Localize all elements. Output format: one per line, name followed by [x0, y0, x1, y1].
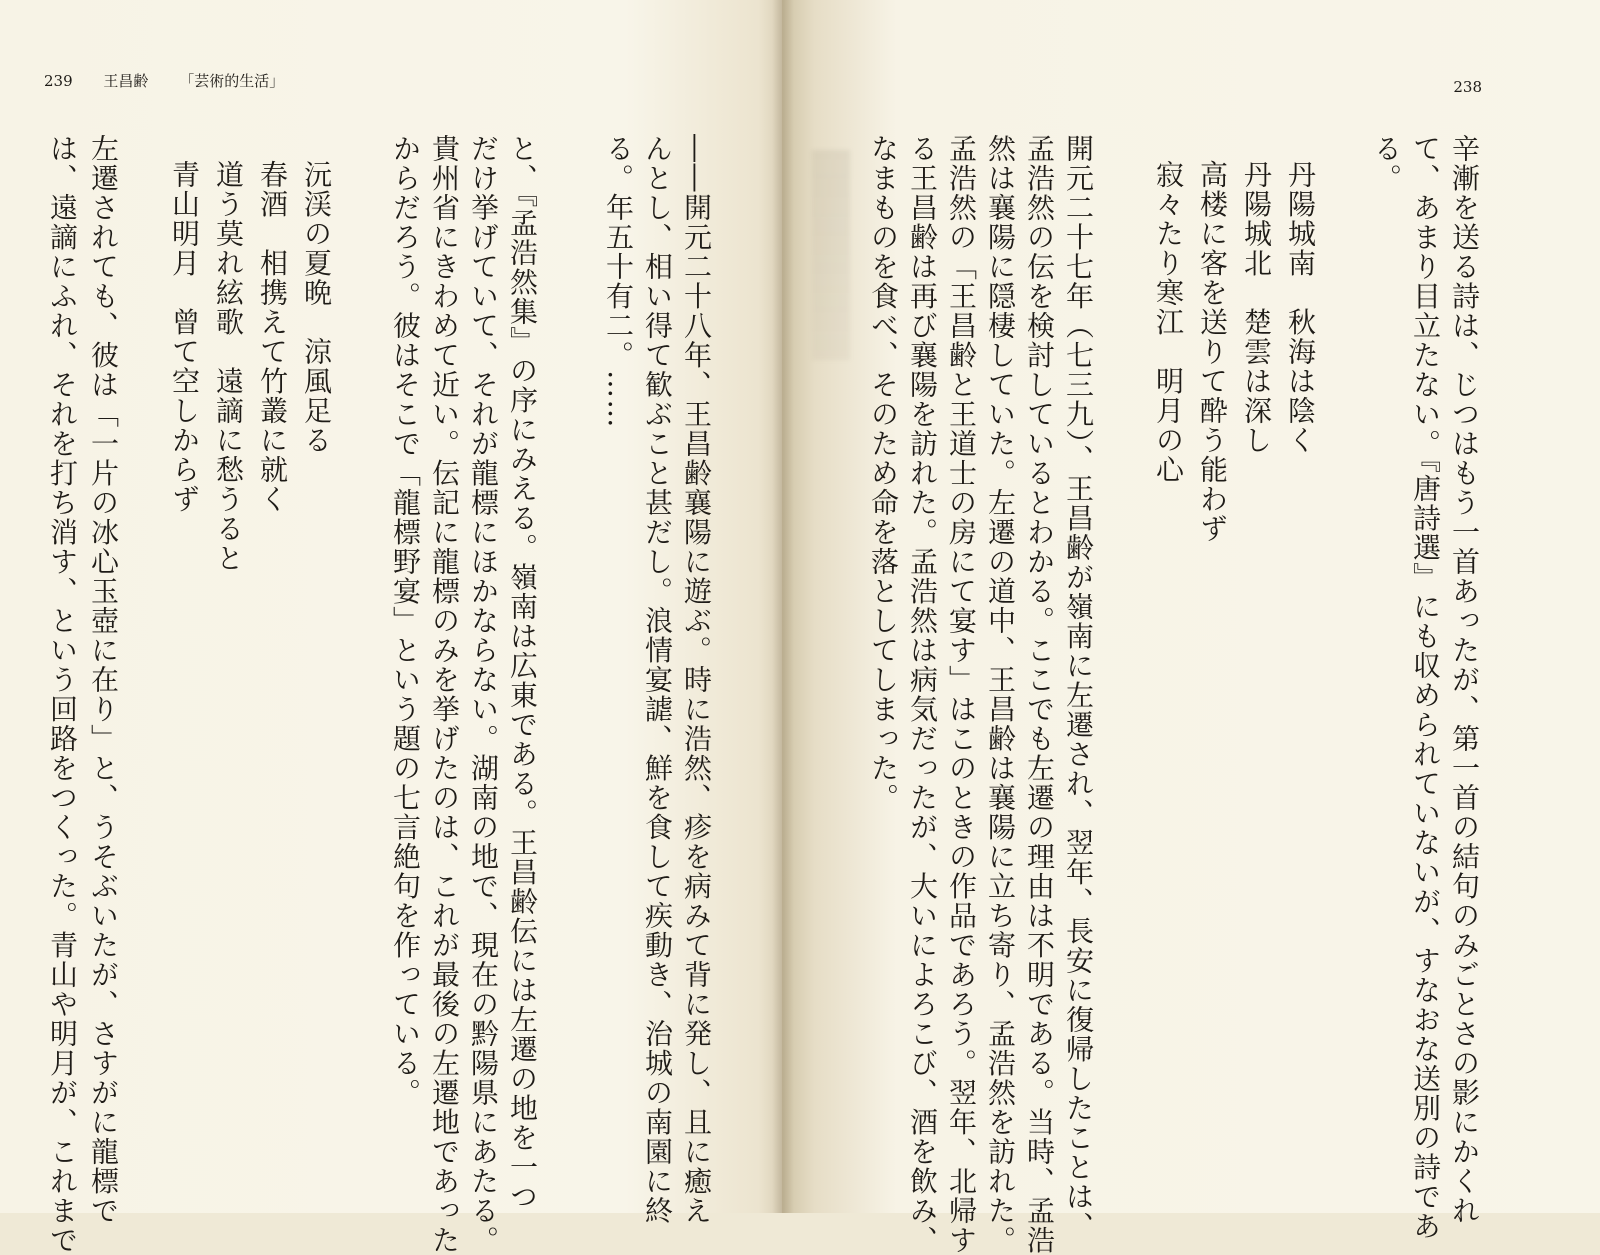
poem-line: 沅渓の夏晩 涼風足る — [300, 160, 333, 455]
text-column: なまものを食べ、そのため命を落としてしまった。 — [867, 134, 900, 813]
text-column: と、『孟浩然集』の序にみえる。嶺南は広東である。王昌齢伝には左遷の地を一つ — [506, 134, 539, 1212]
right-page — [782, 0, 1600, 1255]
text-column: 貴州省にきわめて近い。伝記に龍標のみを挙げたのは、これが最後の左遷地であった — [428, 134, 461, 1255]
text-column: 開元二十七年（七三九）、王昌齢が嶺南に左遷され、翌年、長安に復帰したことは、 — [1062, 134, 1095, 1241]
page-number-left: 239 — [44, 72, 73, 90]
poem-line: 春酒 相携えて竹叢に就く — [256, 160, 289, 514]
poem-line: 丹陽城南 秋海は陰く — [1284, 160, 1317, 455]
text-column: る。 — [1370, 134, 1403, 193]
text-column: んとし、相い得て歓ぶこと甚だし。浪情宴謔、鮮を食して疾動き、治城の南園に終 — [641, 134, 674, 1226]
poem-line: 寂々たり寒江 明月の心 — [1152, 160, 1185, 485]
poem-line: 高楼に客を送りて酔う能わず — [1196, 160, 1229, 544]
book-gutter — [772, 0, 794, 1213]
text-column: からだろう。彼はそこで「龍標野宴」という題の七言絶句を作っている。 — [389, 134, 422, 1108]
running-head-title: 「芸術的生活」 — [179, 72, 285, 90]
text-column: は、遠謫にふれ、それを打ち消す、という回路をつくった。青山や明月が、これまで — [46, 134, 79, 1255]
text-column: 左遷されても、彼は「一片の冰心玉壺に在り」と、うそぶいたが、さすがに龍標で — [87, 134, 120, 1226]
text-column: る王昌齢は再び襄陽を訪れた。孟浩然は病気だったが、大いによろこび、酒を飲み、 — [906, 134, 939, 1255]
show-through-shadow — [812, 150, 850, 360]
text-column: だけ挙げていて、それが龍標にほかならない。湖南の地で、現在の黔陽県にあたる。 — [467, 134, 500, 1255]
left-page — [0, 0, 782, 1255]
text-column: 孟浩然の伝を検討しているとわかる。ここでも左遷の理由は不明である。当時、孟浩 — [1023, 134, 1056, 1255]
text-column: 孟浩然の「王昌齢と王道士の房にて宴す」はこのときの作品であろう。翌年、北帰す — [945, 134, 978, 1255]
running-head — [44, 70, 310, 91]
text-column: て、あまり目立たない。『唐詩選』にも収められていないが、すなおな送別の詩であ — [1409, 134, 1442, 1241]
page-number-right: 238 — [1453, 78, 1482, 96]
running-head-author: 王昌齢 — [103, 72, 149, 90]
text-column: 然は襄陽に隠棲していた。左遷の道中、王昌齢は襄陽に立ち寄り、孟浩然を訪れた。 — [984, 134, 1017, 1255]
poem-line: 青山明月 曾て空しからず — [168, 160, 201, 514]
text-column: ――開元二十八年、王昌齢襄陽に遊ぶ。時に浩然、疹を病みて背に発し、且に癒え — [680, 134, 713, 1226]
poem-line: 丹陽城北 楚雲は深し — [1240, 160, 1273, 455]
poem-line: 道う莫れ絃歌 遠謫に愁うると — [212, 160, 245, 573]
text-column: 辛漸を送る詩は、じつはもう一首あったが、第一首の結句のみごとさの影にかくれ — [1448, 134, 1481, 1226]
text-column: る。年五十有二。…… — [602, 134, 635, 429]
